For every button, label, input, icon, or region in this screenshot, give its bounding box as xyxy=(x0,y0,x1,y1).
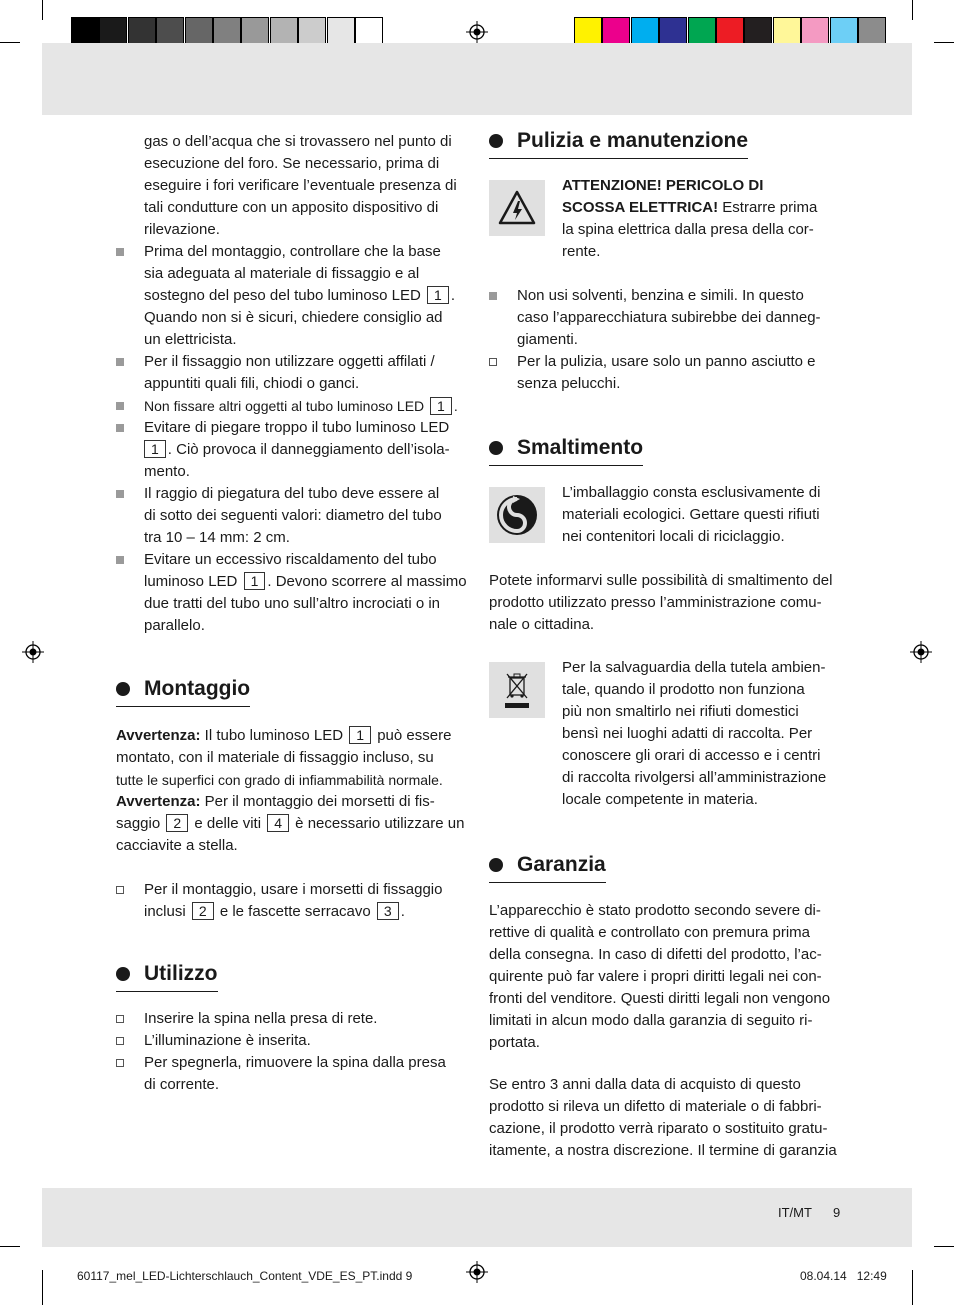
electric-shock-warning-icon xyxy=(489,180,545,236)
part-number-box: 1 xyxy=(244,572,266,590)
montaggio-warnings: Avvertenza: Il tubo luminoso LED 1 può essere montato, con il materiale di fissaggio incluso, su tutte le superfici con grado di infiammabilità normale. Avvertenza: Per il montaggio dei morsetti di fis- saggio 2 e delle viti 4 è necessario utilizzare un cacciavite a stella. xyxy=(116,727,465,854)
recycle-text: L’imballaggio consta esclusivamente di materiali ecologici. Gettare questi rifiuti nei contenitori locali di riciclaggio. xyxy=(562,484,821,545)
process-color-swatch xyxy=(716,17,744,45)
heading-underline xyxy=(489,465,643,466)
list-item: Evitare un eccessivo riscaldamento del tubo luminoso LED 1 . Devono scorrere al massimo due tratti del tubo uno sull’altro incrociati o in parallelo. xyxy=(116,549,468,637)
process-color-swatch xyxy=(744,17,772,45)
crop-mark xyxy=(912,1270,913,1305)
part-number-box: 1 xyxy=(144,440,166,458)
bullet-square-icon xyxy=(116,490,124,498)
process-color-swatch xyxy=(801,17,829,45)
process-color-swatch xyxy=(574,17,602,45)
page-footer xyxy=(778,1202,840,1224)
list-item: Inserire la spina nella presa di rete. xyxy=(116,1008,468,1030)
section-heading: Garanzia xyxy=(489,850,606,883)
part-number-box: 3 xyxy=(377,902,399,920)
registration-mark-icon xyxy=(466,21,488,43)
heading-underline xyxy=(116,706,250,707)
process-color-swatch xyxy=(858,17,886,45)
list-item: Il raggio di piegatura del tubo deve essere al di sotto dei seguenti valori: diametro del tubo tra 10 – 14 mm: 2 cm. xyxy=(116,483,468,549)
registration-mark-icon xyxy=(466,1261,488,1283)
intro-paragraph: gas o dell’acqua che si trovassero nel punto di esecuzione del foro. Se necessario, prima di eseguire i fori verificare l’eventuale presenza di tali condutture con un apposito dispositivo di rilevazione. xyxy=(144,133,457,238)
gray-swatch xyxy=(185,17,213,45)
garanzia-paragraph-2: Se entro 3 anni dalla data di acquisto di questo prodotto si rileva un difetto di materiale o di fabbri- cazione, il prodotto verrà riparato o sostituito gratu- itamente, a nostra discrezione. Il termine di garanzia xyxy=(489,1076,837,1159)
crop-mark xyxy=(934,42,954,43)
section-heading: Smaltimento xyxy=(489,433,643,466)
section-pulizia xyxy=(489,126,839,159)
process-color-swatch xyxy=(631,17,659,45)
part-number-box: 1 xyxy=(349,726,371,744)
print-timestamp: 08.04.14 12:49 xyxy=(800,1269,887,1283)
section-smaltimento xyxy=(489,433,839,466)
process-color-swatch xyxy=(659,17,687,45)
registration-mark-icon xyxy=(22,641,44,663)
gray-swatch xyxy=(128,17,156,45)
checkbox-square-icon xyxy=(116,1059,124,1067)
list-item: Prima del montaggio, controllare che la base sia adeguata al materiale di fissaggio e al sostegno del peso del tubo luminoso LED 1 . Quando non si è sicuri, chiedere consiglio ad un elettricista. xyxy=(116,241,468,351)
heading-bullet-icon xyxy=(489,858,503,872)
heading-underline xyxy=(116,991,218,992)
checkbox-square-icon xyxy=(116,886,124,894)
list-item: Non usi solventi, benzina e simili. In questo caso l’apparecchiatura subirebbe dei danneg- giamenti. xyxy=(489,285,841,351)
locale-label: IT/MT xyxy=(778,1205,812,1220)
gray-swatch xyxy=(327,17,355,45)
checkbox-square-icon xyxy=(116,1015,124,1023)
gray-swatch xyxy=(355,17,383,45)
registration-mark-icon xyxy=(910,641,932,663)
left-column xyxy=(116,131,468,637)
process-color-swatch xyxy=(602,17,630,45)
part-number-box: 1 xyxy=(427,286,449,304)
crop-mark xyxy=(934,1246,954,1247)
process-color-swatch xyxy=(773,17,801,45)
bullet-square-icon xyxy=(489,292,497,300)
process-color-swatch xyxy=(688,17,716,45)
crop-mark xyxy=(912,0,913,20)
list-item: Evitare di piegare troppo il tubo luminoso LED 1 . Ciò provoca il danneggiamento dell’isola- mento. xyxy=(116,417,468,483)
weee-crossed-bin-icon xyxy=(489,662,545,718)
pulizia-list xyxy=(489,285,841,395)
list-item: L’illuminazione è inserita. xyxy=(116,1030,468,1052)
section-heading: Utilizzo xyxy=(116,959,218,992)
list-item: Per il fissaggio non utilizzare oggetti affilati / appuntiti quali fili, chiodi o ganci. xyxy=(116,351,468,395)
weee-text: Per la salvaguardia della tutela ambien- tale, quando il prodotto non funziona più non smaltirlo nei rifiuti domestici bensì nei luoghi adatti di raccolta. Per conoscere gli orari di accesso e i centri di raccolta rivolgersi all’amministrazione locale competente in materia. xyxy=(562,659,827,808)
section-heading: Pulizia e manutenzione xyxy=(489,126,748,159)
section-heading: Montaggio xyxy=(116,674,250,707)
bullet-square-icon xyxy=(116,358,124,366)
gray-swatch xyxy=(99,17,127,45)
section-montaggio xyxy=(116,674,468,923)
crop-mark xyxy=(42,0,43,20)
crop-mark xyxy=(0,42,20,43)
page-number: 9 xyxy=(832,1205,841,1220)
bullet-square-icon xyxy=(116,556,124,564)
gray-swatch xyxy=(156,17,184,45)
green-dot-recycle-icon xyxy=(489,487,545,543)
gray-swatch xyxy=(71,17,99,45)
bullet-square-icon xyxy=(116,402,124,410)
disposal-info-paragraph: Potete informarvi sulle possibilità di smaltimento del prodotto utilizzato presso l’amministrazione comu- nale o cittadina. xyxy=(489,572,833,633)
list-item: Per la pulizia, usare solo un panno asciutto e senza pelucchi. xyxy=(489,351,841,395)
process-color-bar xyxy=(574,17,886,45)
heading-bullet-icon xyxy=(489,134,503,148)
gray-swatch xyxy=(213,17,241,45)
list-item: Non fissare altri oggetti al tubo luminoso LED 1 . xyxy=(116,395,468,417)
part-number-box: 2 xyxy=(192,902,214,920)
warning-text: ATTENZIONE! PERICOLO DI SCOSSA ELETTRICA! Estrarre prima la spina elettrica dalla presa della cor- rente. xyxy=(562,177,818,260)
part-number-box: 1 xyxy=(430,397,452,415)
heading-underline xyxy=(489,882,606,883)
crop-mark xyxy=(0,1246,20,1247)
checkbox-square-icon xyxy=(489,358,497,366)
heading-underline xyxy=(489,158,748,159)
section-garanzia xyxy=(489,850,839,883)
bullet-square-icon xyxy=(116,248,124,256)
gray-swatch xyxy=(241,17,269,45)
heading-bullet-icon xyxy=(489,441,503,455)
header-band xyxy=(42,43,912,115)
part-number-box: 4 xyxy=(267,814,289,832)
heading-bullet-icon xyxy=(116,967,130,981)
garanzia-paragraph-1: L’apparecchio è stato prodotto secondo severe di- rettive di qualità e controllato con premura prima della consegna. In caso di difetti del prodotto, l’ac- quirente può far valere i propri diritti legali nei con- fronti del venditore. Questi diritti legali non vengono limitati in alcun modo dalla garanzia di seguito ri- portata. xyxy=(489,902,831,1051)
list-item: Per il montaggio, usare i morsetti di fissaggio inclusi 2 e le fascette serracavo 3 . xyxy=(116,879,468,923)
bullet-square-icon xyxy=(116,424,124,432)
gray-swatch xyxy=(270,17,298,45)
grayscale-color-bar xyxy=(71,17,383,45)
file-slug: 60117_mel_LED-Lichterschlauch_Content_VDE_ES_PT.indd 9 xyxy=(77,1269,413,1283)
process-color-swatch xyxy=(830,17,858,45)
heading-bullet-icon xyxy=(116,682,130,696)
crop-mark xyxy=(42,1270,43,1305)
part-number-box: 2 xyxy=(166,814,188,832)
checkbox-square-icon xyxy=(116,1037,124,1045)
gray-swatch xyxy=(298,17,326,45)
list-item: Per spegnerla, rimuovere la spina dalla presa di corrente. xyxy=(116,1052,468,1096)
section-utilizzo xyxy=(116,959,468,1096)
